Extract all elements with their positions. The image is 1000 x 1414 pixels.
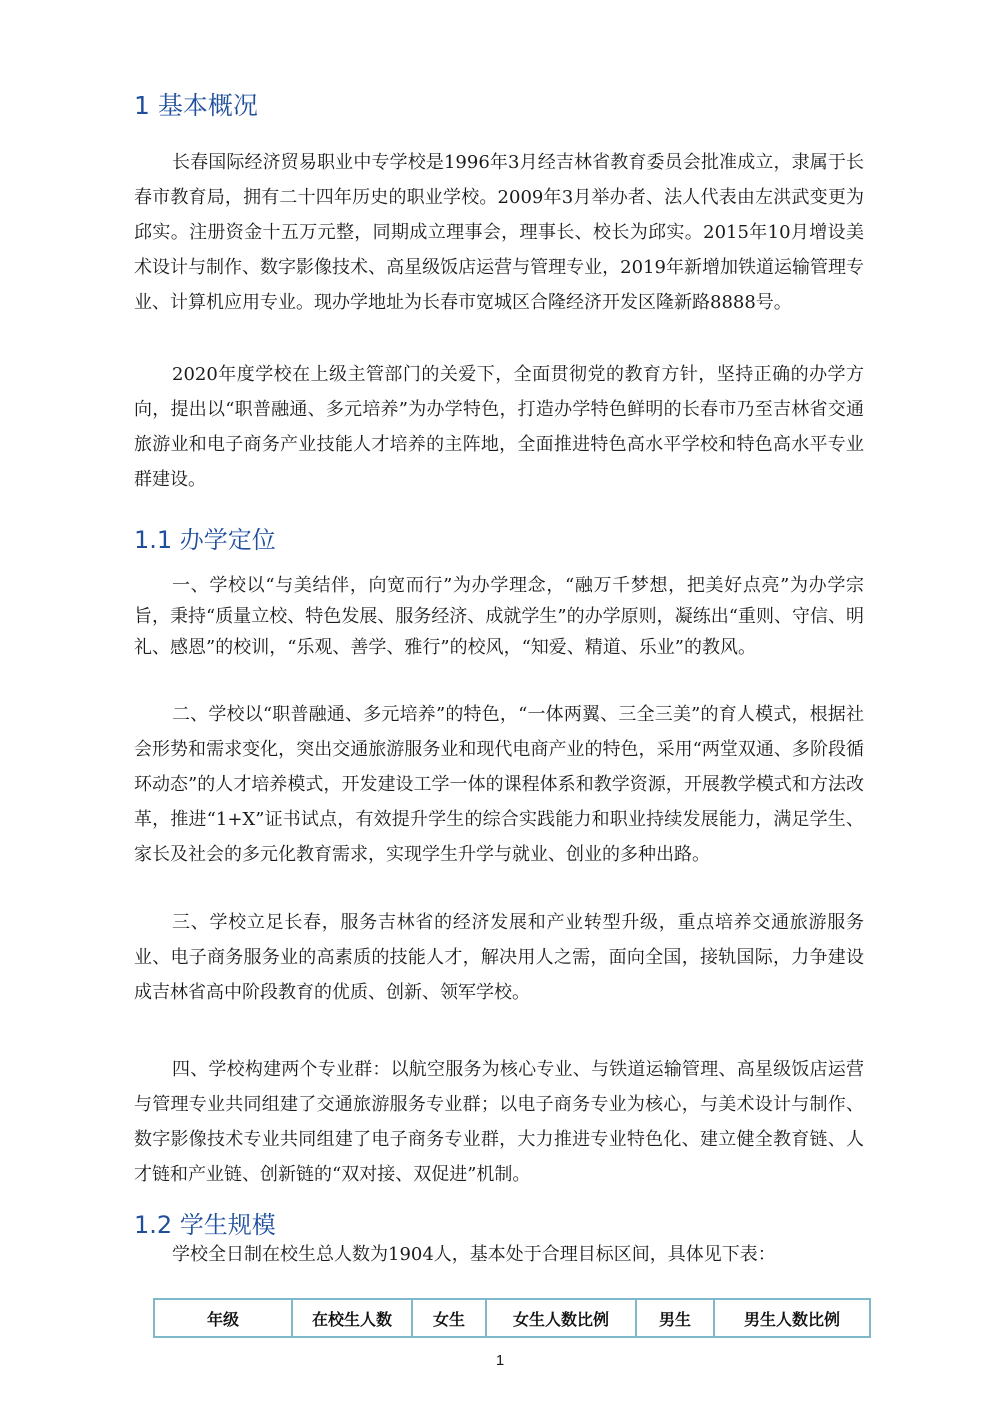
table-header-male: 男生 <box>636 1299 714 1337</box>
table-header-row <box>154 1299 870 1337</box>
paragraph-positioning-2: 二、学校以“职普融通、多元培养”的特色，“一体两翼、三全三美”的育人模式，根据社会形势和需求变化，突出交通旅游服务业和现代电商产业的特色，采用“两堂双通、多阶段循环动态”的人才培养模式，开发建设工学一体的课程体系和教学资源，开展教学模式和方法改革，推进“1+X”证书试点，有效提升学生的综合实践能力和职业持续发展能力，满足学生、家长及社会的多元化教育需求，实现学生升学与就业、创业的多种出路。 <box>134 704 864 865</box>
paragraph-2020-overview: 2020年度学校在上级主管部门的关爱下，全面贯彻党的教育方针，坚持正确的办学方向，提出以“职普融通、多元培养”为办学特色，打造办学特色鲜明的长春市乃至吉林省交通旅游业和电子商务产业技能人才培养的主阵地，全面推进特色高水平学校和特色高水平专业群建设。 <box>134 364 864 490</box>
paragraph-student-scale-intro: 学校全日制在校生总人数为1904人，基本处于合理目标区间，具体见下表： <box>172 1244 776 1265</box>
table-header-female: 女生 <box>412 1299 486 1337</box>
page-number: 1 <box>495 1352 505 1369</box>
section-heading-student-scale: 1.2 学生规模 <box>134 1211 276 1239</box>
section-heading-basic-overview: 1 基本概况 <box>134 91 258 120</box>
paragraph-school-history: 长春国际经济贸易职业中专学校是1996年3月经吉林省教育委员会批准成立，隶属于长春市教育局，拥有二十四年历史的职业学校。2009年3月举办者、法人代表由左洪武变更为邱实。注册资金十五万元整，同期成立理事会，理事长、校长为邱实。2015年10月增设美术设计与制作、数字影像技术、高星级饭店运营与管理专业，2019年新增加铁道运输管理专业、计算机应用专业。现办学地址为长春市宽城区合隆经济开发区隆新路8888号。 <box>134 152 864 313</box>
table-header-male-ratio: 男生人数比例 <box>714 1299 870 1337</box>
section-heading-positioning: 1.1 办学定位 <box>134 526 276 554</box>
table-header-grade: 年级 <box>154 1299 292 1337</box>
table-header-female-ratio: 女生人数比例 <box>486 1299 636 1337</box>
table-header-enrolled: 在校生人数 <box>292 1299 412 1337</box>
paragraph-positioning-1: 一、学校以“与美结伴，向宽而行”为办学理念，“融万千梦想，把美好点亮”为办学宗旨，秉持“质量立校、特色发展、服务经济、成就学生”的办学原则，凝练出“重则、守信、明礼、感恩”的校训，“乐观、善学、雅行”的校风，“知爱、精道、乐业”的教风。 <box>134 575 864 658</box>
student-scale-table <box>153 1298 871 1338</box>
paragraph-positioning-3: 三、学校立足长春，服务吉林省的经济发展和产业转型升级，重点培养交通旅游服务业、电子商务服务业的高素质的技能人才，解决用人之需，面向全国，接轨国际，力争建设成吉林省高中阶段教育的优质、创新、领军学校。 <box>134 912 864 1003</box>
paragraph-positioning-4: 四、学校构建两个专业群：以航空服务为核心专业、与铁道运输管理、高星级饭店运营与管理专业共同组建了交通旅游服务专业群；以电子商务专业为核心，与美术设计与制作、数字影像技术专业共同组建了电子商务专业群，大力推进专业特色化、建立健全教育链、人才链和产业链、创新链的“双对接、双促进”机制。 <box>134 1059 864 1185</box>
